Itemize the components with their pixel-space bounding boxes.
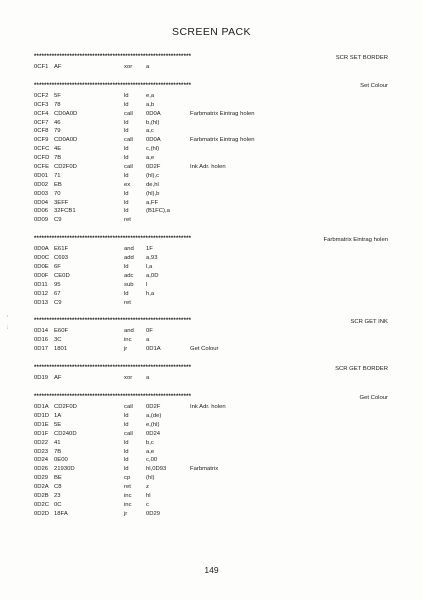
- comment-cell: [190, 439, 388, 448]
- mnemonic-cell: add: [124, 255, 134, 262]
- mnemonic-cell: ld: [124, 421, 129, 428]
- mnemonic-cell: ld: [124, 466, 129, 473]
- mnemonic-cell: adc: [124, 272, 134, 279]
- comment-cell: [190, 101, 388, 110]
- section-header: [34, 316, 388, 327]
- hex-cell: 3C: [54, 337, 62, 344]
- operand-cell: a: [146, 64, 150, 70]
- address-cell: 0D24: [34, 457, 49, 464]
- mnemonic-cell: ld: [124, 439, 129, 446]
- margin-mark: .: [7, 322, 9, 328]
- operand-cell: a,c: [146, 128, 154, 135]
- hex-cell: AF: [54, 375, 62, 382]
- hex-cell: EB: [54, 181, 62, 188]
- address-cell: 0D17: [34, 346, 49, 353]
- mnemonic-cell: and: [124, 246, 134, 253]
- hex-cell: C9: [54, 299, 62, 306]
- address-cell: 0D1A: [34, 404, 49, 411]
- comment-cell: [190, 501, 388, 510]
- hex-cell: 32FCB1: [54, 208, 76, 215]
- mnemonic-cell: cp: [124, 475, 131, 482]
- comment-cell: [190, 272, 388, 281]
- code-line: [34, 263, 388, 272]
- comment-cell: [190, 216, 388, 225]
- address-cell: 0D11: [34, 281, 48, 288]
- address-cell: 0CF4: [34, 110, 49, 117]
- hex-cell: 41: [54, 439, 61, 446]
- code-line: [34, 163, 388, 172]
- comment-cell: [190, 119, 388, 128]
- operand-cell: hl,0D93: [146, 466, 167, 473]
- comment-cell: [190, 456, 388, 465]
- comment-cell: [190, 448, 388, 457]
- operand-cell: a,e: [146, 155, 155, 162]
- mnemonic-cell: sub: [124, 281, 134, 288]
- code-line: [34, 403, 388, 412]
- address-cell: 0D01: [34, 172, 49, 179]
- code-line: [34, 345, 388, 354]
- hex-cell: C9: [54, 217, 62, 224]
- hex-cell: 0C: [54, 501, 62, 508]
- comment-cell: [190, 281, 388, 290]
- address-cell: 0D0C: [34, 255, 50, 262]
- section-label: Farbmatrix Eintrag holen: [323, 236, 388, 243]
- hex-cell: 67: [54, 290, 61, 297]
- code-line: [34, 412, 388, 421]
- comment-cell: [190, 245, 388, 254]
- comment-cell: Farbmatrix Eintrag holen: [190, 110, 255, 117]
- section-label: SCR GET INK: [350, 318, 388, 325]
- routine-section: [34, 363, 388, 383]
- hex-cell: CD2F0D: [54, 404, 77, 411]
- comment-cell: [190, 154, 388, 163]
- operand-cell: a,FF: [146, 199, 159, 206]
- address-cell: 0CF3: [34, 101, 49, 108]
- code-line: [34, 181, 388, 190]
- operand-cell: a,0D: [146, 272, 159, 279]
- address-cell: 0D1D: [34, 412, 50, 419]
- hex-cell: 5F: [54, 92, 61, 99]
- section-label: Set Colour: [360, 83, 388, 90]
- comment-cell: [190, 172, 388, 181]
- operand-cell: 0D24: [146, 430, 161, 437]
- code-line: [34, 374, 388, 383]
- margin-mark: ': [7, 316, 9, 322]
- code-line: [34, 327, 388, 336]
- asterisk-separator: **************************************************************: [34, 54, 192, 60]
- page-title: SCREEN PACK: [172, 26, 251, 38]
- mnemonic-cell: ld: [124, 290, 129, 297]
- mnemonic-cell: ld: [124, 101, 129, 108]
- address-cell: 0D26: [34, 466, 49, 473]
- code-line: [34, 336, 388, 345]
- mnemonic-cell: ld: [124, 208, 129, 215]
- address-cell: 0D2D: [34, 510, 50, 517]
- address-cell: 0CF7: [34, 119, 49, 126]
- operand-cell: a,93: [146, 255, 158, 262]
- code-line: [34, 510, 388, 519]
- code-line: [34, 483, 388, 492]
- code-line: [34, 439, 388, 448]
- code-line: [34, 456, 388, 465]
- code-line: [34, 492, 388, 501]
- code-line: [34, 63, 388, 72]
- code-line: [34, 207, 388, 216]
- hex-cell: 46: [54, 119, 61, 126]
- mnemonic-cell: inc: [124, 501, 132, 508]
- comment-cell: Get Colour: [190, 346, 219, 353]
- mnemonic-cell: and: [124, 328, 134, 335]
- operand-cell: [146, 299, 190, 308]
- address-cell: 0D1F: [34, 430, 49, 437]
- operand-cell: l: [146, 281, 148, 288]
- comment-cell: [190, 430, 388, 439]
- operand-cell: c: [146, 501, 149, 508]
- operand-cell: 0D2F: [146, 164, 161, 171]
- asterisk-separator: **************************************************************: [34, 82, 192, 89]
- address-cell: 0D06: [34, 208, 49, 215]
- hex-cell: CD240D: [54, 430, 77, 437]
- address-cell: 0D16: [34, 337, 49, 344]
- mnemonic-cell: ld: [124, 119, 129, 126]
- mnemonic-cell: call: [124, 430, 133, 437]
- hex-cell: 7B: [54, 448, 62, 455]
- hex-cell: C693: [54, 255, 69, 262]
- code-line: [34, 421, 388, 430]
- mnemonic-cell: ld: [124, 457, 129, 464]
- hex-cell: 0E00: [54, 457, 68, 464]
- routine-section: [34, 234, 388, 307]
- comment-cell: [190, 190, 388, 199]
- mnemonic-cell: ld: [124, 128, 129, 135]
- comment-cell: [190, 374, 388, 383]
- code-line: [34, 465, 388, 474]
- mnemonic-cell: ld: [124, 412, 129, 419]
- comment-cell: [190, 336, 388, 345]
- code-line: [34, 299, 388, 308]
- comment-cell: [190, 181, 388, 190]
- comment-cell: Farbmatrix Eintrag holen: [190, 137, 255, 144]
- operand-cell: c,00: [146, 457, 158, 464]
- operand-cell: z: [146, 484, 149, 491]
- comment-cell: [190, 327, 388, 336]
- routine-section: [34, 52, 388, 72]
- address-cell: 0D2B: [34, 492, 49, 499]
- code-line: [34, 430, 388, 439]
- address-cell: 0CF1: [34, 64, 49, 70]
- address-cell: 0CF8: [34, 128, 49, 135]
- operand-cell: c,(hl): [146, 146, 160, 153]
- comment-cell: [190, 290, 388, 299]
- operand-cell: 0D29: [146, 510, 161, 517]
- comment-cell: [190, 263, 388, 272]
- hex-cell: 71: [54, 172, 61, 179]
- hex-cell: 21930D: [54, 466, 75, 473]
- code-line: [34, 145, 388, 154]
- comment-cell: [190, 483, 388, 492]
- mnemonic-cell: xor: [124, 64, 133, 70]
- code-line: [34, 110, 388, 119]
- address-cell: 0D1E: [34, 421, 49, 428]
- mnemonic-cell: jr: [124, 346, 128, 353]
- operand-cell: b,c: [146, 439, 154, 446]
- hex-cell: 3EFF: [54, 199, 69, 206]
- hex-cell: CD0A0D: [54, 137, 78, 144]
- comment-cell: [190, 145, 388, 154]
- mnemonic-cell: ld: [124, 199, 129, 206]
- code-line: [34, 172, 388, 181]
- address-cell: 0D29: [34, 475, 49, 482]
- operand-cell: e,(hl): [146, 421, 160, 428]
- mnemonic-cell: ld: [124, 155, 129, 162]
- hex-cell: 1801: [54, 346, 68, 353]
- section-header: [34, 81, 388, 92]
- hex-cell: 4E: [54, 146, 62, 153]
- mnemonic-cell: ret: [124, 217, 131, 224]
- hex-cell: 79: [54, 128, 61, 135]
- operand-cell: h,a: [146, 290, 155, 297]
- code-line: [34, 154, 388, 163]
- mnemonic-cell: call: [124, 110, 133, 117]
- comment-cell: [190, 127, 388, 136]
- page-number: 149: [204, 565, 219, 575]
- asterisk-separator: **************************************************************: [34, 236, 192, 243]
- comment-cell: Ink Adr. holen: [190, 404, 226, 411]
- address-cell: 0D22: [34, 439, 49, 446]
- address-cell: 0CFC: [34, 146, 50, 153]
- code-line: [34, 199, 388, 208]
- code-line: [34, 119, 388, 128]
- address-cell: 0D12: [34, 290, 49, 297]
- comment-cell: [190, 254, 388, 263]
- mnemonic-cell: jr: [124, 510, 128, 517]
- comment-cell: [190, 510, 388, 519]
- routine-section: [34, 392, 388, 519]
- operand-cell: de,hl: [146, 181, 159, 188]
- hex-cell: E60F: [54, 328, 69, 335]
- section-label: SCR GET BORDER: [335, 365, 388, 372]
- section-header: [34, 392, 388, 403]
- operand-cell: (hl): [146, 475, 155, 482]
- mnemonic-cell: inc: [124, 337, 132, 344]
- operand-cell: l,a: [146, 264, 153, 271]
- mnemonic-cell: inc: [124, 492, 132, 499]
- asterisk-separator: **************************************************************: [34, 365, 192, 372]
- mnemonic-cell: ld: [124, 92, 129, 99]
- address-cell: 0D0F: [34, 272, 49, 279]
- code-line: [34, 272, 388, 281]
- mnemonic-cell: ld: [124, 190, 129, 197]
- code-line: [34, 281, 388, 290]
- code-line: [34, 245, 388, 254]
- comment-cell: [190, 421, 388, 430]
- operand-cell: hl: [146, 492, 151, 499]
- hex-cell: 95: [54, 281, 61, 288]
- address-cell: 0D14: [34, 328, 49, 335]
- address-cell: 0D0E: [34, 264, 49, 271]
- mnemonic-cell: call: [124, 404, 133, 411]
- operand-cell: 0F: [146, 328, 153, 335]
- address-cell: 0D09: [34, 217, 49, 224]
- address-cell: 0D0A: [34, 246, 49, 253]
- operand-cell: 0D0A: [146, 110, 161, 117]
- code-line: [34, 254, 388, 263]
- code-line: [34, 474, 388, 483]
- comment-cell: Ink Adr. holen: [190, 164, 226, 171]
- hex-cell: C8: [54, 484, 62, 491]
- code-line: [34, 136, 388, 145]
- section-header: [34, 363, 388, 374]
- section-header: [34, 234, 388, 245]
- operand-cell: (hl),b: [146, 190, 160, 197]
- operand-cell: b,(hl): [146, 119, 160, 126]
- address-cell: 0D03: [34, 190, 49, 197]
- hex-cell: 7B: [54, 155, 62, 162]
- address-cell: 0CFD: [34, 155, 50, 162]
- code-line: [34, 448, 388, 457]
- operand-cell: (hl),c: [146, 172, 160, 179]
- operand-cell: 0D0A: [146, 137, 161, 144]
- hex-cell: BE: [54, 475, 62, 482]
- mnemonic-cell: ex: [124, 181, 131, 188]
- mnemonic-cell: ret: [124, 484, 131, 491]
- hex-cell: 70: [54, 190, 61, 197]
- address-cell: 0D02: [34, 181, 49, 188]
- section-label: SCR SET BORDER: [335, 54, 388, 61]
- assembly-listing: [34, 52, 388, 528]
- address-cell: 0CF2: [34, 92, 49, 99]
- code-line: [34, 190, 388, 199]
- margin-mark: ': [7, 328, 9, 334]
- hex-cell: 1A: [54, 412, 62, 419]
- address-cell: 0CFE: [34, 164, 50, 171]
- code-line: [34, 101, 388, 110]
- address-cell: 0D04: [34, 199, 49, 206]
- routine-section: [34, 316, 388, 354]
- address-cell: 0CF9: [34, 137, 49, 144]
- mnemonic-cell: call: [124, 164, 133, 171]
- code-line: [34, 92, 388, 101]
- address-cell: 0D2C: [34, 501, 50, 508]
- hex-cell: CD2F0D: [54, 164, 77, 171]
- operand-cell: a,(de): [146, 412, 162, 419]
- hex-cell: 78: [54, 101, 61, 108]
- operand-cell: 0D1A: [146, 346, 161, 353]
- mnemonic-cell: xor: [124, 375, 133, 382]
- section-header: [34, 52, 388, 63]
- address-cell: 0D13: [34, 299, 49, 306]
- routine-section: [34, 81, 388, 225]
- hex-cell: 6F: [54, 264, 61, 271]
- address-cell: 0D23: [34, 448, 49, 455]
- address-cell: 0D19: [34, 375, 49, 382]
- hex-cell: 5E: [54, 421, 62, 428]
- operand-cell: (B1FC),a: [146, 208, 170, 215]
- comment-cell: [190, 412, 388, 421]
- operand-cell: 0D2F: [146, 404, 161, 411]
- hex-cell: CE0D: [54, 272, 70, 279]
- operand-cell: a,b: [146, 101, 155, 108]
- comment-cell: [190, 199, 388, 208]
- asterisk-separator: **************************************************************: [34, 394, 192, 401]
- comment-cell: [190, 63, 388, 72]
- section-label: Get Colour: [359, 394, 388, 401]
- comment-cell: [190, 92, 388, 101]
- operand-cell: 1F: [146, 246, 153, 253]
- mnemonic-cell: ld: [124, 146, 129, 153]
- operand-cell: [146, 216, 190, 225]
- hex-cell: AF: [54, 64, 62, 70]
- operand-cell: e,a: [146, 92, 155, 99]
- mnemonic-cell: ld: [124, 448, 129, 455]
- comment-cell: [190, 299, 388, 308]
- address-cell: 0D2A: [34, 484, 49, 491]
- comment-cell: [190, 492, 388, 501]
- hex-cell: 18FA: [54, 510, 68, 517]
- mnemonic-cell: ld: [124, 264, 129, 271]
- asterisk-separator: **************************************************************: [34, 318, 192, 325]
- operand-cell: a,e: [146, 448, 155, 455]
- comment-cell: [190, 207, 388, 216]
- hex-cell: E61F: [54, 246, 69, 253]
- code-line: [34, 127, 388, 136]
- code-line: [34, 290, 388, 299]
- mnemonic-cell: ret: [124, 299, 131, 306]
- operand-cell: a: [146, 337, 150, 344]
- hex-cell: CD0A0D: [54, 110, 78, 117]
- code-line: [34, 501, 388, 510]
- mnemonic-cell: ld: [124, 172, 129, 179]
- comment-cell: Farbmatrix: [190, 466, 219, 473]
- code-line: [34, 216, 388, 225]
- mnemonic-cell: call: [124, 137, 133, 144]
- comment-cell: [190, 474, 388, 483]
- hex-cell: 23: [54, 492, 61, 499]
- operand-cell: a: [146, 375, 150, 382]
